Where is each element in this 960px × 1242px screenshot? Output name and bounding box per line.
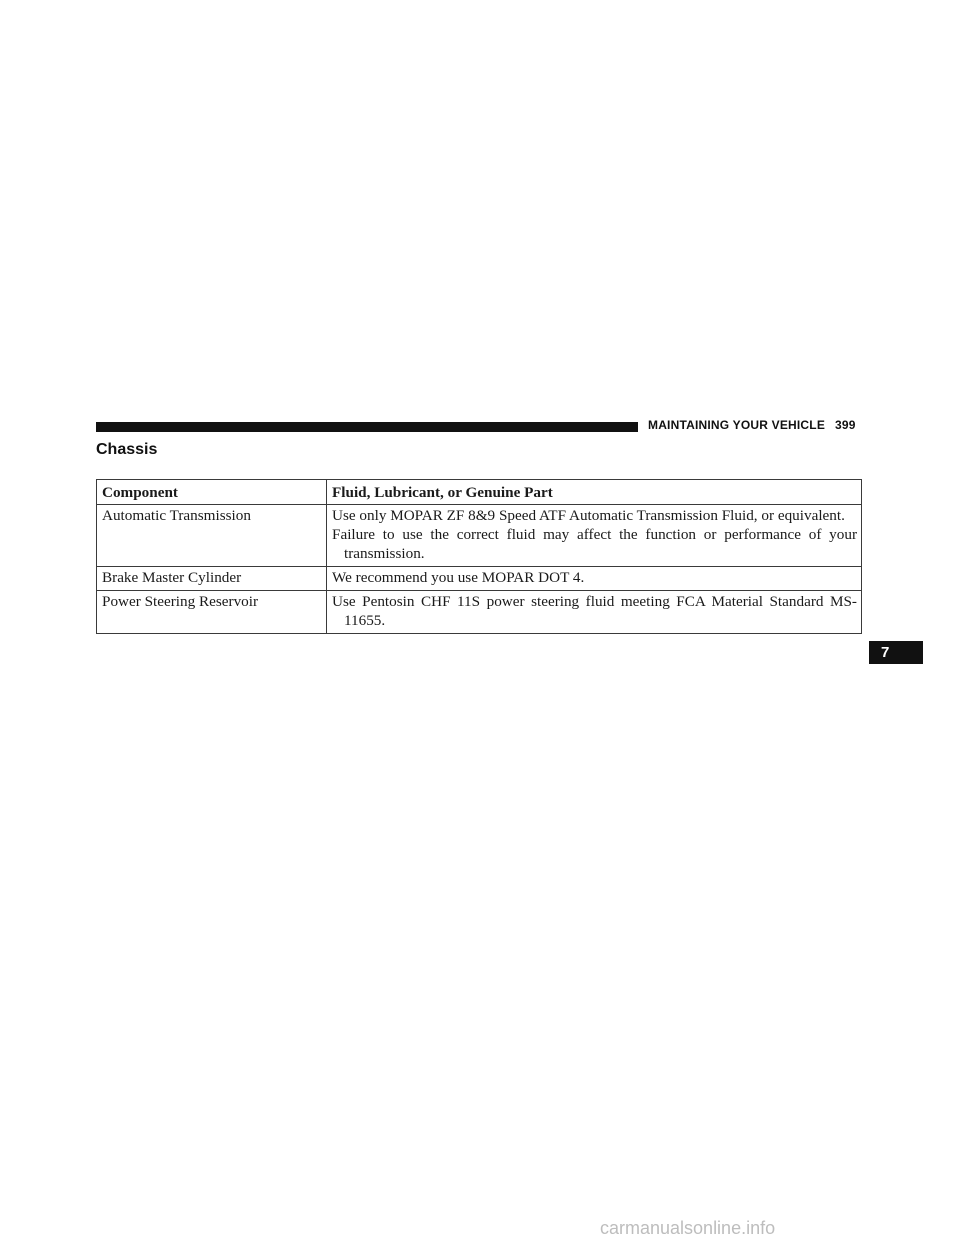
page-number: 399 [835, 418, 856, 432]
table-row [97, 505, 862, 567]
column-header-component: Component [97, 480, 327, 505]
component-cell: Brake Master Cylinder [97, 567, 327, 591]
component-cell: Power Steering Reservoir [97, 591, 327, 634]
watermark: carmanualsonline.info [600, 1218, 776, 1238]
table-row [97, 591, 862, 634]
fluid-cell [327, 505, 862, 567]
fluid-line: Failure to use the correct fluid may affect the function or performance of your transmission. [332, 526, 857, 562]
fluid-cell [327, 567, 862, 591]
section-title: Chassis [96, 441, 158, 458]
fluid-line: We recommend you use MOPAR DOT 4. [332, 569, 585, 586]
table-row [97, 567, 862, 591]
chapter-tab: 7 [869, 641, 923, 664]
fluid-line: Use only MOPAR ZF 8&9 Speed ATF Automatic Transmission Fluid, or equivalent. [332, 507, 845, 524]
header-section-title: MAINTAINING YOUR VEHICLE [648, 418, 826, 432]
running-header [648, 418, 856, 432]
fluids-table [96, 479, 862, 634]
header-rule [96, 422, 638, 432]
component-cell: Automatic Transmission [97, 505, 327, 567]
table-header-row [97, 480, 862, 505]
column-header-fluid: Fluid, Lubricant, or Genuine Part [327, 480, 862, 505]
fluid-cell [327, 591, 862, 634]
fluid-line: Use Pentosin CHF 11S power steering fluid meeting FCA Material Standard MS-11655. [332, 593, 857, 629]
